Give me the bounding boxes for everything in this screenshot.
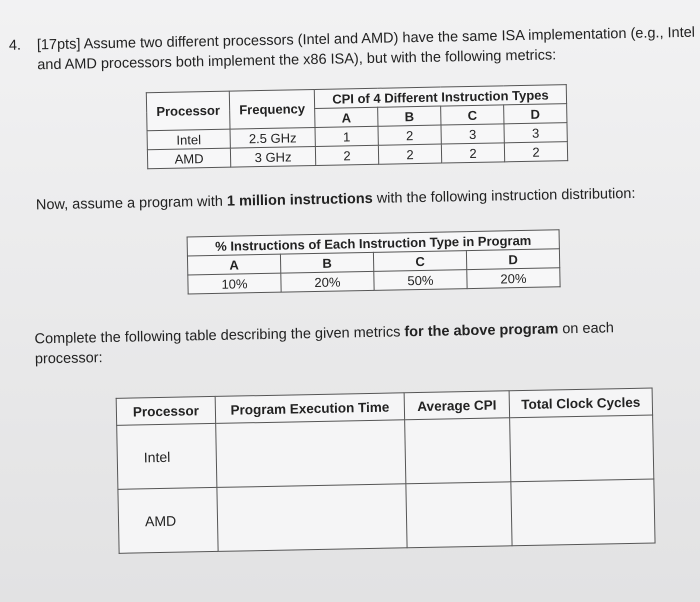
cpi-value: 2: [378, 125, 441, 145]
distribution-title: % Instructions of Each Instruction Type in Program: [187, 230, 559, 256]
distribution-table: [187, 229, 561, 294]
dist-value: 50%: [374, 270, 467, 291]
cpi-value: 1: [315, 126, 378, 146]
program-description: [36, 184, 636, 216]
question-header: [8, 23, 699, 74]
dist-type-d: D: [466, 249, 559, 270]
table-row: [118, 479, 655, 553]
table-row: [117, 415, 654, 489]
program-text-prefix: Now, assume a program with: [35, 193, 228, 214]
cpi-value: 3: [441, 124, 504, 144]
answer-header-execution-time: Program Execution Time: [215, 393, 404, 424]
answer-header-average-cpi: Average CPI: [404, 391, 509, 420]
processor-name: AMD: [147, 148, 230, 169]
dist-value: 10%: [188, 273, 281, 294]
answer-cell-total-clock-cycles[interactable]: [510, 415, 654, 482]
answer-processor-name: Intel: [117, 423, 217, 489]
answer-cell-execution-time[interactable]: [216, 420, 406, 488]
header-processor: Processor: [146, 91, 230, 131]
program-text-bold: 1 million instructions: [226, 190, 373, 210]
dist-type-a: A: [187, 254, 280, 275]
processor-frequency: 2.5 GHz: [230, 127, 315, 148]
dist-type-c: C: [373, 251, 466, 272]
dist-value: 20%: [467, 268, 560, 289]
answer-processor-name: AMD: [118, 487, 218, 553]
cpi-value: 3: [504, 123, 567, 143]
cpi-value: 2: [504, 142, 567, 162]
cpi-value: 2: [315, 145, 378, 165]
processor-metrics-table: [146, 84, 568, 169]
answer-header-processor: Processor: [116, 396, 216, 425]
question-text: [17pts] Assume two different processors (Intel and AMD) have the same ISA implementation (e.g., Intel and AMD processors both implement the x86 ISA), but with the following metrics:: [36, 24, 696, 74]
answer-cell-execution-time[interactable]: [217, 484, 407, 552]
answer-table: [116, 388, 656, 554]
complete-text-suffix: on each processor:: [34, 320, 615, 368]
header-type-c: C: [441, 105, 504, 125]
cpi-value: 2: [378, 144, 441, 164]
header-cpi-group: CPI of 4 Different Instruction Types: [314, 85, 566, 109]
question-number: 4.: [8, 37, 22, 54]
instruction-paragraph: [34, 317, 675, 369]
answer-cell-average-cpi[interactable]: [405, 418, 511, 484]
program-text-suffix: with the following instruction distribution:: [372, 185, 636, 207]
header-type-d: D: [504, 104, 567, 124]
complete-text-bold: for the above program: [404, 321, 559, 341]
processor-name: Intel: [147, 129, 230, 150]
answer-cell-total-clock-cycles[interactable]: [511, 479, 655, 546]
header-type-b: B: [378, 106, 441, 126]
header-frequency: Frequency: [229, 89, 315, 129]
cpi-value: 2: [441, 143, 504, 163]
answer-header-total-clock-cycles: Total Clock Cycles: [509, 388, 652, 418]
complete-text-prefix: Complete the following table describing the given metrics: [34, 324, 405, 348]
dist-type-b: B: [280, 252, 373, 273]
dist-value: 20%: [281, 271, 374, 292]
processor-frequency: 3 GHz: [230, 146, 315, 167]
answer-cell-average-cpi[interactable]: [406, 482, 512, 548]
header-type-a: A: [315, 107, 378, 127]
